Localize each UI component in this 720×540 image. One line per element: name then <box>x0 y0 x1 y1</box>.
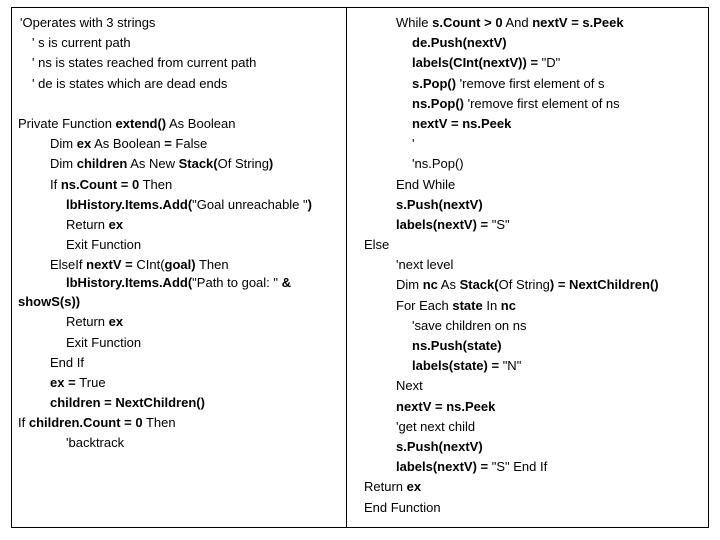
code-token: As Boolean <box>166 115 236 131</box>
code-token: CInt( <box>136 257 165 273</box>
code-line <box>364 397 704 417</box>
code-token-bold: labels(state) = <box>412 358 500 374</box>
code-token-bold: = 0 <box>117 176 140 192</box>
code-line <box>18 275 344 292</box>
code-token: Exit Function <box>66 237 142 253</box>
code-token-bold: ns.Pop() <box>412 95 464 111</box>
code-line <box>364 215 704 235</box>
code-token-bold: s.Push(nextV) <box>396 438 483 454</box>
code-token-bold: ex <box>108 314 124 330</box>
code-line <box>18 393 344 413</box>
code-token-bold: nextV = ns.Peek <box>412 115 512 131</box>
code-token-bold: children.Count <box>28 415 121 431</box>
code-token: False <box>171 136 208 152</box>
code-token: 'backtrack <box>66 435 125 451</box>
code-line <box>364 255 704 275</box>
code-line <box>364 316 704 336</box>
code-token: End If <box>513 459 548 475</box>
code-token: 'ns.Pop() <box>412 156 464 172</box>
code-line <box>364 235 704 255</box>
code-token: Next <box>396 378 423 394</box>
code-token: End While <box>396 176 456 192</box>
code-token-bold: labels(nextV) = <box>396 459 489 475</box>
code-line <box>364 275 704 295</box>
code-line <box>364 356 704 376</box>
code-token-bold: lbHistory.Items.Add( <box>66 196 193 212</box>
code-line <box>364 175 704 195</box>
code-token-bold: nc <box>500 297 516 313</box>
code-token: 'save children on ns <box>412 317 527 333</box>
code-token: Then <box>139 176 173 192</box>
code-token: "S" <box>488 459 514 475</box>
code-token-bold: goal) <box>164 257 196 273</box>
code-token: End Function <box>364 499 441 515</box>
code-line <box>364 498 704 518</box>
code-line <box>18 255 344 275</box>
code-line <box>364 296 704 316</box>
code-token: 'Operates with 3 strings <box>20 15 156 30</box>
code-line <box>18 94 344 114</box>
code-line <box>364 13 704 33</box>
code-token: End If <box>50 354 84 370</box>
code-token: ' <box>412 136 415 152</box>
code-token-bold: children = NextChildren() <box>50 395 205 411</box>
code-line <box>18 292 344 312</box>
code-token-bold: labels(nextV) = <box>396 216 489 232</box>
code-token-bold: Stack( <box>459 277 499 293</box>
code-token: Of String <box>217 156 269 172</box>
code-token-bold: extend() <box>115 115 167 131</box>
code-token: Return <box>364 479 407 495</box>
code-token: Dim <box>50 136 77 152</box>
code-token: For Each <box>396 297 453 313</box>
code-token-bold: nextV = ns.Peek <box>396 398 496 414</box>
code-line <box>364 53 704 73</box>
code-token: "Path to goal: " <box>192 275 282 291</box>
code-token-bold: ns.Push(state) <box>412 338 502 353</box>
code-token: "N" <box>499 358 522 374</box>
code-line <box>18 13 344 33</box>
code-token: "D" <box>538 55 561 71</box>
code-line <box>18 433 344 453</box>
code-line <box>18 413 344 433</box>
code-line <box>18 33 344 53</box>
code-line <box>364 134 704 154</box>
code-token: Return <box>66 314 109 330</box>
code-token: Dim <box>50 156 77 172</box>
code-line <box>364 336 704 356</box>
code-token-bold: state <box>452 297 483 313</box>
code-line <box>18 154 344 174</box>
code-line <box>18 333 344 353</box>
code-token: 'remove first element of ns <box>464 95 620 111</box>
code-token-bold: ) <box>307 196 312 212</box>
code-token-bold: showS(s)) <box>18 293 81 309</box>
right-code-column <box>364 13 704 518</box>
code-line <box>364 477 704 497</box>
code-line <box>364 154 704 174</box>
code-token: As Boolean <box>91 136 165 152</box>
code-line <box>18 353 344 373</box>
code-token-bold: nc <box>422 277 438 293</box>
code-line <box>364 33 704 53</box>
code-token-bold: s.Pop() <box>412 75 457 91</box>
code-line <box>18 74 344 94</box>
code-token-bold: ns.Count <box>60 176 118 192</box>
code-line <box>18 373 344 393</box>
code-token: Return <box>66 216 109 232</box>
code-token-bold: = <box>64 374 80 390</box>
code-line <box>18 312 344 332</box>
code-line <box>364 457 704 477</box>
code-token: While <box>396 15 433 30</box>
code-token: ' ns is states reached from current path <box>32 55 257 71</box>
code-token: True <box>79 374 106 390</box>
code-token: In <box>482 297 501 313</box>
left-code-column <box>18 13 344 454</box>
code-line <box>18 114 344 134</box>
column-divider <box>346 7 347 528</box>
code-line <box>364 114 704 134</box>
code-token: "S" <box>488 216 510 232</box>
code-token: ' de is states which are dead ends <box>32 75 228 91</box>
code-token-bold: lbHistory.Items.Add( <box>66 275 193 291</box>
code-token: 'next level <box>396 257 454 273</box>
code-line <box>18 175 344 195</box>
code-token: 'get next child <box>396 418 476 434</box>
code-token-bold: = <box>164 136 172 152</box>
code-token: Exit Function <box>66 334 142 350</box>
code-line <box>364 417 704 437</box>
code-line <box>364 376 704 396</box>
code-token-bold: ex <box>50 374 65 390</box>
code-token: Dim <box>396 277 423 293</box>
code-token-bold: children <box>76 156 128 172</box>
code-token-bold: labels(CInt(nextV)) = <box>412 55 539 71</box>
code-token-bold: > 0 <box>480 15 503 30</box>
code-token: And <box>502 15 533 30</box>
code-token: ' s is current path <box>32 35 131 51</box>
code-token-bold: ex <box>406 479 422 495</box>
code-token-bold: & <box>281 275 292 291</box>
code-line <box>18 134 344 154</box>
code-line <box>364 437 704 457</box>
code-token: Of String <box>498 277 550 293</box>
code-line <box>18 195 344 215</box>
code-token: Private Function <box>18 115 116 131</box>
code-token-bold: nextV <box>86 257 122 273</box>
code-token-bold: = <box>121 257 137 273</box>
code-token-bold: ex <box>76 136 92 152</box>
code-line <box>18 235 344 255</box>
code-token-bold: nextV = s.Peek <box>532 15 624 30</box>
code-token: Else <box>364 237 390 253</box>
code-token: 'remove first element of s <box>456 75 605 91</box>
code-line <box>364 195 704 215</box>
code-token: ElseIf <box>50 257 87 273</box>
code-token: If <box>50 176 61 192</box>
code-token: Then <box>142 415 176 431</box>
code-line <box>18 53 344 73</box>
code-token-bold: ) <box>268 156 274 172</box>
code-token-bold: Stack( <box>178 156 218 172</box>
code-token-bold: de.Push(nextV) <box>412 35 507 51</box>
code-token-bold: ex <box>108 216 124 232</box>
code-token: "Goal unreachable " <box>192 196 308 212</box>
code-token: As <box>437 277 460 293</box>
code-token-bold: s.Count <box>432 15 481 30</box>
code-token: If <box>18 415 29 431</box>
code-line <box>364 74 704 94</box>
code-token-bold: ) = NextChildren() <box>549 277 659 293</box>
code-token: Then <box>195 257 229 273</box>
code-token: As New <box>127 156 179 172</box>
code-line <box>364 94 704 114</box>
code-token-bold: = 0 <box>120 415 143 431</box>
code-line <box>18 215 344 235</box>
code-token-bold: s.Push(nextV) <box>396 196 483 212</box>
